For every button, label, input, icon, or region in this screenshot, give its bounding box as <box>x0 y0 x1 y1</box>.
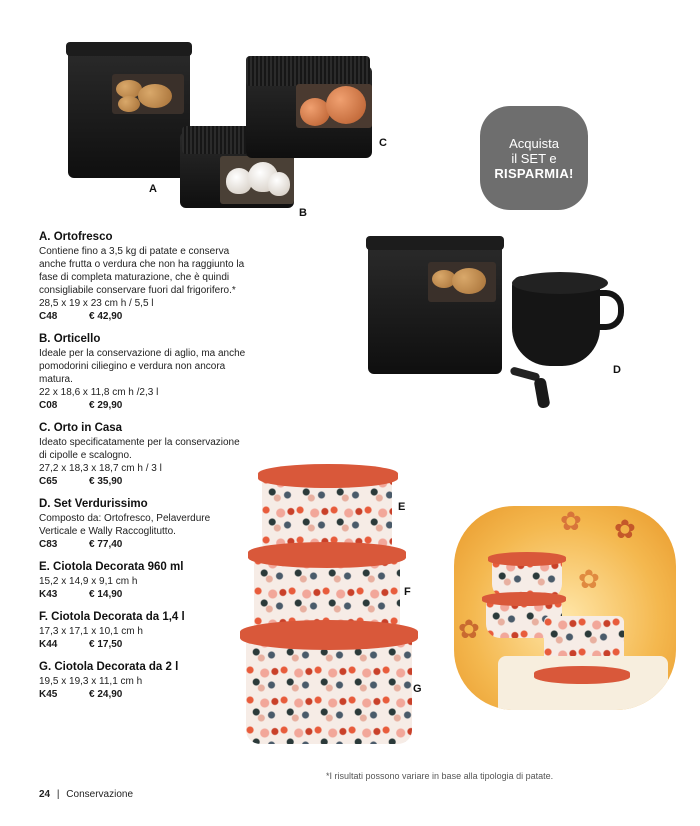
product-title: E. Ciotola Decorata 960 ml <box>39 561 184 573</box>
product-title: B. Orticello <box>39 333 101 345</box>
leaf-decoration: ✿ <box>578 564 600 594</box>
lifestyle-photo <box>454 506 676 710</box>
product-code: K43 <box>39 589 58 600</box>
product-price: € 77,40 <box>89 539 123 550</box>
product-price: € 17,50 <box>89 639 123 650</box>
product-code: K45 <box>39 689 58 700</box>
product-code: C08 <box>39 400 58 411</box>
promo-badge <box>480 106 588 210</box>
page-number: 24 <box>39 789 51 800</box>
bowl-lid-e <box>258 464 398 488</box>
bowl-g <box>246 634 412 744</box>
badge-line-2: il SET e <box>511 150 557 166</box>
product-description: Contiene fino a 3,5 kg di patate e conserva anche frutta o verdura che non ha raggiunto la fase di completa maturazione, che è quindi consigliabile conservare fuori dal frigorifero.* <box>39 246 245 296</box>
footnote: *I risultati possono variare in base alla tipologia di patate. <box>326 771 554 781</box>
page-footer <box>39 789 133 800</box>
product-dimensions: 19,5 x 19,3 x 11,1 cm h <box>39 676 143 687</box>
product-item-c <box>39 421 249 488</box>
leaf-decoration: ✿ <box>614 514 636 544</box>
product-item-g <box>39 660 249 701</box>
bowl-lid-f <box>248 542 406 568</box>
badge-line-3: RISPARMIA! <box>494 165 574 181</box>
product-price: € 24,90 <box>89 689 123 700</box>
product-code: K44 <box>39 639 58 650</box>
leaf-decoration: ✿ <box>560 506 582 536</box>
product-item-b <box>39 332 249 412</box>
product-description: Ideale per la conservazione di aglio, ma anche pomodorini ciliegino e verdura non ancora matura. <box>39 348 246 385</box>
product-price: € 42,90 <box>89 311 123 322</box>
product-title: G. Ciotola Decorata da 2 l <box>39 661 179 673</box>
photo-label-d: D <box>613 364 621 376</box>
product-price: € 29,90 <box>89 400 123 411</box>
product-title: D. Set Verdurissimo <box>39 498 148 510</box>
product-title: C. Orto in Casa <box>39 422 123 434</box>
product-dimensions: 22 x 18,6 x 11,8 cm h /2,3 l <box>39 387 159 398</box>
product-title: F. Ciotola Decorata da 1,4 l <box>39 611 185 623</box>
product-title: A. Ortofresco <box>39 231 113 243</box>
product-dimensions: 27,2 x 18,3 x 18,7 cm h / 3 l <box>39 463 162 474</box>
product-price: € 35,90 <box>89 476 123 487</box>
product-item-a <box>39 230 249 323</box>
photo-label-f: F <box>404 586 411 598</box>
product-price: € 14,90 <box>89 589 123 600</box>
product-description: Ideato specificatamente per la conservazione di cipolle e scalogno. <box>39 437 240 461</box>
section-name: Conservazione <box>66 789 134 800</box>
product-dimensions: 28,5 x 19 x 23 cm h / 5,5 l <box>39 298 154 309</box>
bowl-lid-g <box>240 620 418 650</box>
product-list <box>39 230 249 710</box>
photo-label-c: C <box>379 137 387 149</box>
leaf-decoration: ✿ <box>458 614 480 644</box>
photo-label-a: A <box>149 183 157 195</box>
product-description: Composto da: Ortofresco, Pelaverdure Verticale e Wally Raccoglitutto. <box>39 513 211 537</box>
product-dimensions: 15,2 x 14,9 x 9,1 cm h <box>39 576 138 587</box>
photo-label-b: B <box>299 207 307 219</box>
product-code: C83 <box>39 539 58 550</box>
footer-separator: | <box>56 789 60 800</box>
product-code: C65 <box>39 476 58 487</box>
product-dimensions: 17,3 x 17,1 x 10,1 cm h <box>39 626 143 637</box>
photo-label-g: G <box>413 683 422 695</box>
product-item-e <box>39 560 249 601</box>
badge-line-1: Acquista <box>509 135 559 151</box>
product-code: C48 <box>39 311 58 322</box>
product-item-d <box>39 497 249 551</box>
product-item-f <box>39 610 249 651</box>
photo-label-e: E <box>398 501 406 513</box>
